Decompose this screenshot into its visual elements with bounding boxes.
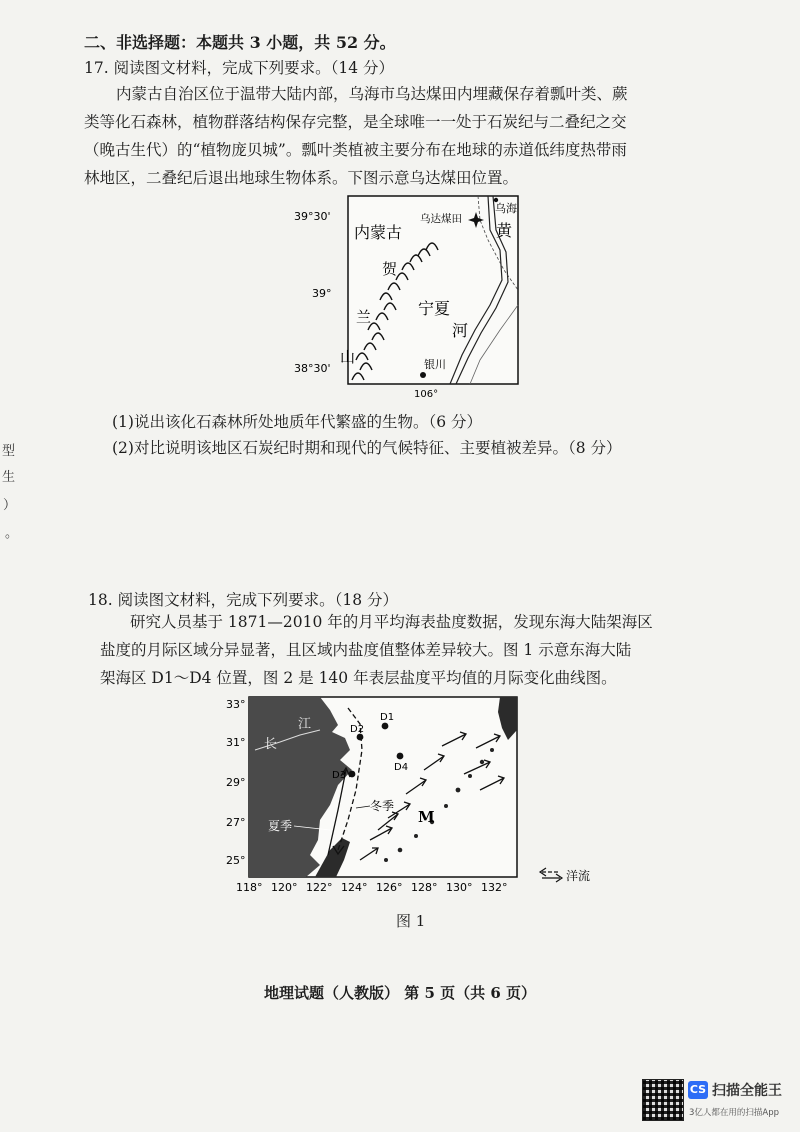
station-d3-dot — [349, 771, 356, 778]
material-line: 林地区，二叠纪后退出地球生物体系。下图示意乌达煤田位置。 — [84, 169, 519, 187]
lat-label: 25° — [226, 854, 246, 867]
east-china-sea-map — [220, 690, 640, 905]
mountain-label: 兰 — [356, 308, 372, 326]
mountain-label: 山 — [340, 348, 356, 366]
lon-label: 126° — [376, 881, 403, 894]
region-label-ningxia: 宁夏 — [418, 299, 451, 318]
wuda-coalfield-map — [290, 190, 540, 405]
scanner-tagline: 3亿人都在用的扫描App — [689, 1108, 780, 1118]
station-label: D1 — [380, 712, 395, 723]
question-17-material — [84, 80, 628, 192]
lat-label: 33° — [226, 698, 246, 711]
winter-label: 冬季 — [370, 799, 395, 813]
region-label-inner-mongolia: 内蒙古 — [354, 223, 403, 242]
lon-label: 128° — [411, 881, 438, 894]
scanner-logo-icon: CS — [688, 1081, 708, 1099]
station-label: D4 — [394, 762, 409, 773]
lon-label: 118° — [236, 881, 263, 894]
city-label-yinchuan: 银川 — [424, 358, 446, 371]
lon-label: 130° — [446, 881, 473, 894]
margin-mark: 生 — [2, 470, 16, 485]
lon-label: 120° — [271, 881, 298, 894]
page-footer: 地理试题（人教版） 第 5 页（共 6 页） — [264, 984, 536, 1002]
material-line: （晚古生代）的“植物庞贝城”。瓢叶类植被主要分布在地球的赤道低纬度热带雨 — [84, 141, 627, 159]
margin-mark: ） — [3, 498, 17, 513]
legend-label: 洋流 — [566, 869, 591, 883]
river-label: 长 — [264, 737, 278, 752]
section-title: 二、非选择题：本题共 3 小题，共 52 分。 — [84, 33, 396, 52]
question-17-sub-1: (1)说出该化石森林所处地质年代繁盛的生物。（6 分） — [112, 413, 482, 431]
material-line: 盐度的月际区域分异显著，且区域内盐度值整体差异较大。图 1 示意东海大陆 — [100, 641, 632, 659]
station-label: D3 — [332, 770, 347, 781]
figure-caption: 图 1 — [396, 912, 426, 930]
lon-label: 122° — [306, 881, 333, 894]
qr-code-icon — [642, 1079, 684, 1121]
lat-label: 27° — [226, 816, 246, 829]
coalfield-label: 乌达煤田 — [420, 213, 462, 225]
river-label: 河 — [452, 321, 469, 340]
summer-label: 夏季 — [268, 819, 293, 833]
material-line: 内蒙古自治区位于温带大陆内部，乌海市乌达煤田内埋藏保存着瓢叶类、蕨 — [116, 85, 628, 103]
river-label: 黄 — [496, 221, 513, 240]
river-label: 江 — [298, 717, 312, 732]
city-label-wuhai: 乌海 — [495, 202, 517, 215]
material-line: 架海区 D1～D4 位置，图 2 是 140 年表层盐度平均值的月际变化曲线图。 — [100, 669, 617, 687]
lat-label: 38°30' — [294, 362, 331, 375]
question-18-heading: 18. 阅读图文材料，完成下列要求。（18 分） — [88, 591, 398, 609]
lat-label: 29° — [226, 776, 246, 789]
question-17-heading: 17. 阅读图文材料，完成下列要求。（14 分） — [84, 59, 394, 77]
material-line: 研究人员基于 1871—2010 年的月平均海表盐度数据，发现东海大陆架海区 — [130, 613, 653, 631]
lat-label: 39°30' — [294, 210, 331, 223]
lon-label: 132° — [481, 881, 508, 894]
lon-label: 106° — [414, 389, 439, 400]
scanner-app-name: 扫描全能王 — [712, 1083, 782, 1099]
station-d4-dot — [397, 753, 404, 760]
question-17-sub-2: (2)对比说明该地区石炭纪时期和现代的气候特征、主要植被差异。（8 分） — [112, 439, 622, 457]
material-line: 类等化石森林，植物群落结构保存完整，是全球唯一一处于石炭纪与二叠纪之交 — [84, 113, 627, 131]
margin-mark: 型 — [2, 444, 16, 459]
legend — [540, 868, 562, 882]
station-label: D2 — [350, 724, 365, 735]
lat-label: 31° — [226, 736, 246, 749]
label-m: M — [418, 808, 435, 826]
lon-label: 124° — [341, 881, 368, 894]
station-d1-dot — [382, 723, 389, 730]
lat-label: 39° — [312, 287, 332, 300]
margin-mark: 。 — [5, 526, 19, 541]
question-18-material — [100, 608, 653, 692]
mountain-label: 贺 — [382, 260, 398, 278]
yinchuan-dot — [420, 372, 426, 378]
